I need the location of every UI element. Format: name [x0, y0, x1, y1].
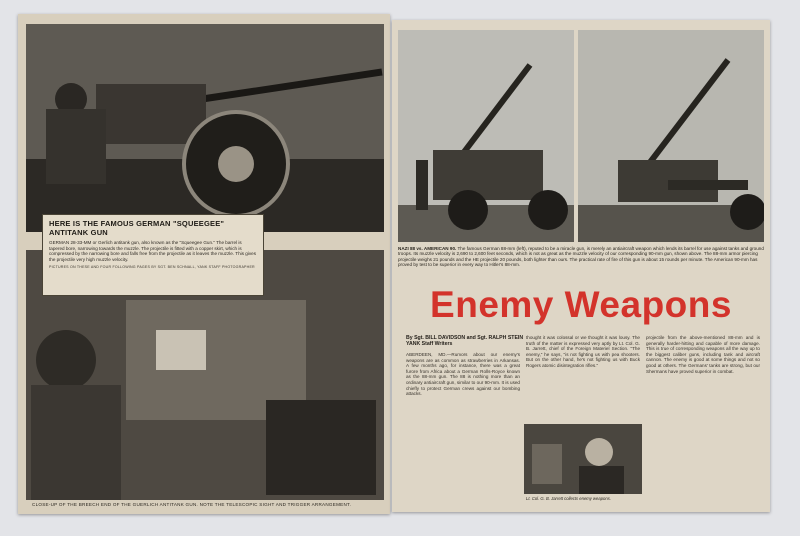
caption-left-text: The famous German 88-mm (left), reputed to be a miracle gun, is merely an antiaircraft weapon which lends its barrel for use against tanks and ground troops. Its muzzle velocity is 2,690 to 2,600 feet seconds, which is not as great as the muzzle velocity of our corresponding: [398, 246, 764, 257]
caption-body: GERMAN 28-33-MM or Gerlich antitank gun, also known as the "Squeegee Gun." The barrel is tapered bore, narrowing towards the muzzle. The projectile is fitted with a copper skirt, which is compressed by the narrowing bore and falls free from the projectile as it leaves the muzzle. This gives the projectile very high muzzle velocity.: [49, 240, 256, 262]
antitank-gun-illustration: [26, 24, 384, 232]
article-column-3: projectile from the above-mentioned 88-mm and is generally harder-hitting and capable of more damage. This is true of corresponding weapons all the way up to the biggest caliber guns, including tank and aircraft cannon. The enemy is good at some things and not so good at others. The Germans' tanks are strong, but our Shermans have proved superior in combat.: [646, 335, 760, 374]
caption-title: HERE IS THE FAMOUS GERMAN "SQUEEGEE" ANTITANK GUN: [49, 219, 225, 237]
portrait-caption: Lt. Col. G. B. Jarrett collects enemy weapons.: [526, 496, 611, 501]
caption-right-text: 90-mm gun, shown above. The 88-mm armor piercing projectile weighs 21 pounds and the HE projectile 20 pounds, both lighter than ours. The practical rate of fire of this gun is about 15 rounds per minute. The American 90-mm has proved by test to be superior in every way to Hitler's 88-mm.: [398, 251, 758, 268]
breech-caption: CLOSE-UP OF THE BREECH END OF THE GUERLICH ANTITANK GUN. NOTE THE TELESCOPIC SIGHT AND TRIGGER ARRANGEMENT.: [32, 502, 352, 507]
gun-comparison-caption: [398, 246, 764, 268]
article-column-1: ABERDEEN, MD.—Rumors about our enemy's weapons are as common as strawberries in Arkansas. A few months ago, for instance, there was a great furore from Africa about a German Rolls-Royce known as the 88-mm gun. The 88 is nothing more than an ordinary antiaircraft gun, similar to our 90-mm. It is used chiefly to protect German crews against our bombing attacks.: [406, 352, 520, 397]
jarrett-portrait-photo: [524, 424, 642, 494]
right-page: [392, 20, 770, 512]
american-90-photo: [578, 30, 764, 242]
article-column-2: thought it was colossal or we thought it was lousy. The truth of the matter is expressed very aptly by Lt. Col. G. B. Jarrett, chief of the Foreign Materiel Section. "The enemy," he says, "is not fighting us with pea shooters. But on the other hand, he's not fighting us with Buck Rogers atomic disintegration rifles.": [526, 335, 640, 368]
jarrett-portrait-illustration: [524, 424, 642, 494]
left-page: [18, 14, 390, 514]
caption-lead: NAZI 88 vs. AMERICAN 90.: [398, 246, 457, 251]
nazi-88-illustration: [398, 30, 574, 242]
squeegee-caption-box: [42, 214, 264, 296]
nazi-88-photo: [398, 30, 574, 242]
antitank-gun-photo: [26, 24, 384, 232]
article-headline: Enemy Weapons: [430, 284, 732, 325]
article-byline: By Sgt. BILL DAVIDSON and Sgt. RALPH STEIN YANK Staff Writers: [406, 335, 524, 348]
american-90-illustration: [578, 30, 764, 242]
photo-credit: PICTURES ON THESE AND FOUR FOLLOWING PAGES BY SGT. BEN SCHNALL, YANK STAFF PHOTOGRAPHER: [49, 265, 255, 270]
